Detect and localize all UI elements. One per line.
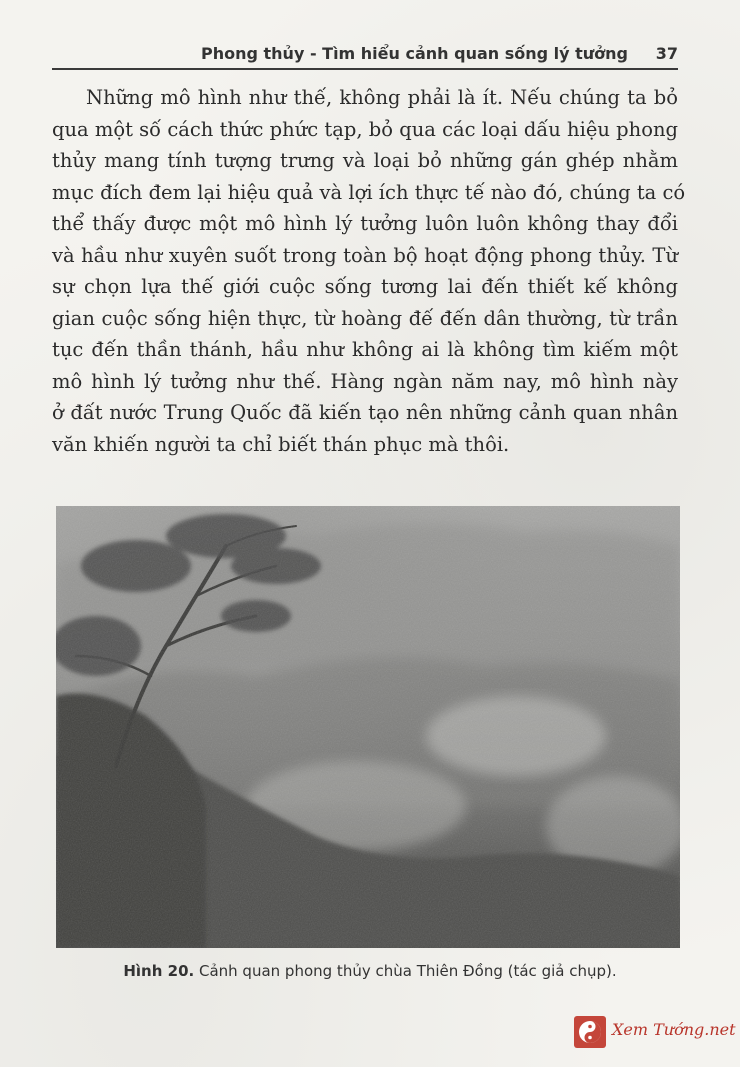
paragraph-line: thể thấy được một mô hình lý tưởng luôn luôn không thay đổi xyxy=(52,212,678,235)
running-title: Phong thủy - Tìm hiểu cảnh quan sống lý tưởng xyxy=(200,44,628,63)
watermark xyxy=(574,1016,734,1050)
misty-mountain-illustration xyxy=(56,506,680,948)
watermark-text: Xem Tướng.net xyxy=(612,1020,736,1039)
paragraph-line: mô hình lý tưởng như thế. Hàng ngàn năm nay, mô hình này xyxy=(52,369,678,393)
paragraph-line: qua một số cách thức phức tạp, bỏ qua các loại dấu hiệu phong xyxy=(52,117,678,141)
paragraph-line: sự chọn lựa thế giới cuộc sống tương lai đến thiết kế không xyxy=(52,275,678,298)
paragraph-line: văn khiến người ta chỉ biết thán phục mà thôi. xyxy=(52,432,510,456)
body-paragraph xyxy=(52,82,686,460)
yin-yang-icon xyxy=(574,1016,606,1048)
paragraph-line: gian cuộc sống hiện thực, từ hoàng đế đến dân thường, từ trần xyxy=(52,306,678,330)
paragraph-line: mục đích đem lại hiệu quả và lợi ích thực tế nào đó, chúng ta có xyxy=(52,180,686,204)
paragraph-line: tục đến thần thánh, hầu như không ai là không tìm kiếm một xyxy=(52,338,678,361)
paragraph-line: thủy mang tính tượng trưng và loại bỏ những gán ghép nhằm xyxy=(52,149,678,172)
figure-label: Hình 20. xyxy=(123,962,195,980)
figure-caption xyxy=(0,962,740,980)
page-number: 37 xyxy=(655,44,678,63)
landscape-photo xyxy=(56,506,680,948)
paragraph-line: và hầu như xuyên suốt trong toàn bộ hoạt động phong thủy. Từ xyxy=(52,243,678,267)
figure-caption-text: Cảnh quan phong thủy chùa Thiên Đồng (tác giả chụp). xyxy=(194,962,617,980)
paragraph-line: Những mô hình như thế, không phải là ít. Nếu chúng ta bỏ xyxy=(86,86,678,109)
page-header xyxy=(52,40,678,70)
paragraph-line: ở đất nước Trung Quốc đã kiến tạo nên những cảnh quan nhân xyxy=(52,401,678,424)
